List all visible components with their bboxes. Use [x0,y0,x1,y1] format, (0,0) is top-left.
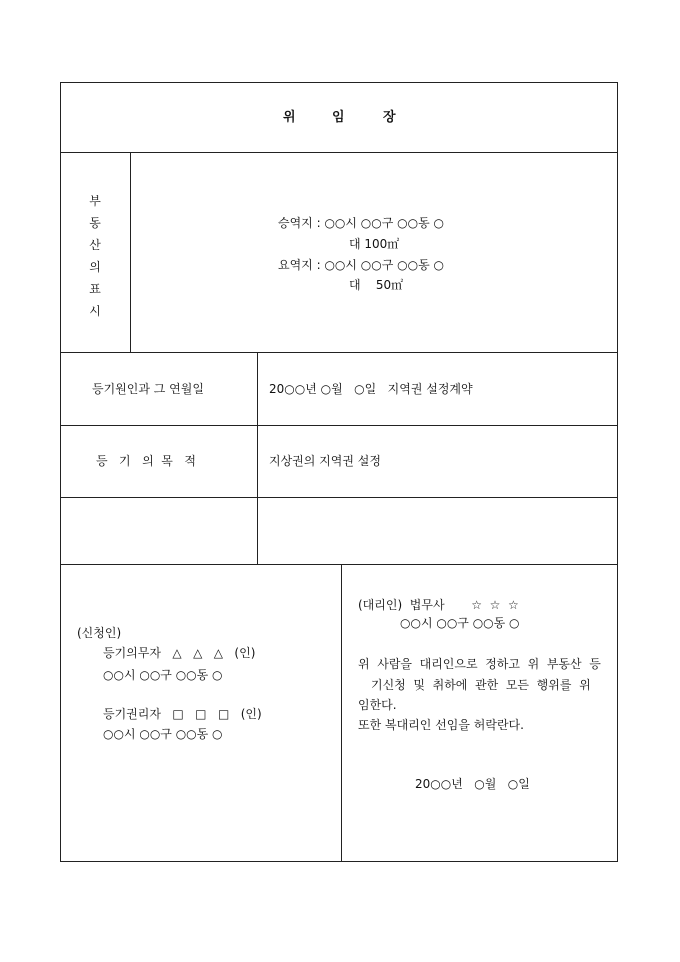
cause-label: 등기원인과 그 연월일 [92,382,204,396]
property-label-char: 의 [89,260,101,274]
power-of-attorney-form [60,82,618,862]
property-label-char: 동 [89,216,101,230]
property-label-char: 부 [89,194,101,208]
dominant-land-area: 대 50㎡ [349,278,404,292]
divider-empty-row [60,564,618,565]
agent-address: ○○시 ○○구 ○○동 ○ [400,616,520,630]
dominant-land-line: 요역지 : ○○시 ○○구 ○○동 ○ [278,258,444,272]
title-char-2: 임 [332,110,345,125]
divider-property-label [130,152,131,352]
applicant-heading: (신청인) [77,626,122,640]
property-label-char: 표 [89,282,101,296]
property-label-char: 산 [89,238,101,252]
divider-title [60,152,618,153]
delegation-text-1: 위 사람을 대리인으로 정하고 위 부동산 등 [358,657,601,671]
servient-land-line: 승역지 : ○○시 ○○구 ○○동 ○ [278,216,444,230]
delegation-text-2: 기신청 및 취하에 관한 모든 행위를 위 [371,678,591,692]
holder-address: ○○시 ○○구 ○○동 ○ [103,727,223,741]
title-char-1: 위 [283,110,296,125]
obligor-line: 등기의무자 △ △ △ (인) [103,646,256,660]
property-label-char: 시 [89,304,101,318]
agent-line: (대리인) 법무사 ☆ ☆ ☆ [358,598,519,612]
signing-date: 20○○년 ○월 ○일 [415,777,530,791]
title-char-3: 장 [383,110,396,125]
delegation-text-4: 또한 복대리인 선임을 허락란다. [358,718,524,732]
divider-property [60,352,618,353]
delegation-text-3: 임한다. [358,698,397,712]
divider-signature-column [341,564,342,862]
purpose-label: 등 기 의 목 적 [96,454,196,468]
divider-label-column [257,352,258,564]
servient-land-area: 대 100㎡ [349,237,400,251]
divider-purpose [60,497,618,498]
property-label [60,190,130,322]
purpose-value: 지상권의 지역권 설정 [269,454,381,468]
cause-value: 20○○년 ○월 ○일 지역권 설정계약 [269,382,473,396]
divider-cause [60,425,618,426]
obligor-address: ○○시 ○○구 ○○동 ○ [103,668,223,682]
holder-line: 등기권리자 □ □ □ (인) [103,707,262,721]
